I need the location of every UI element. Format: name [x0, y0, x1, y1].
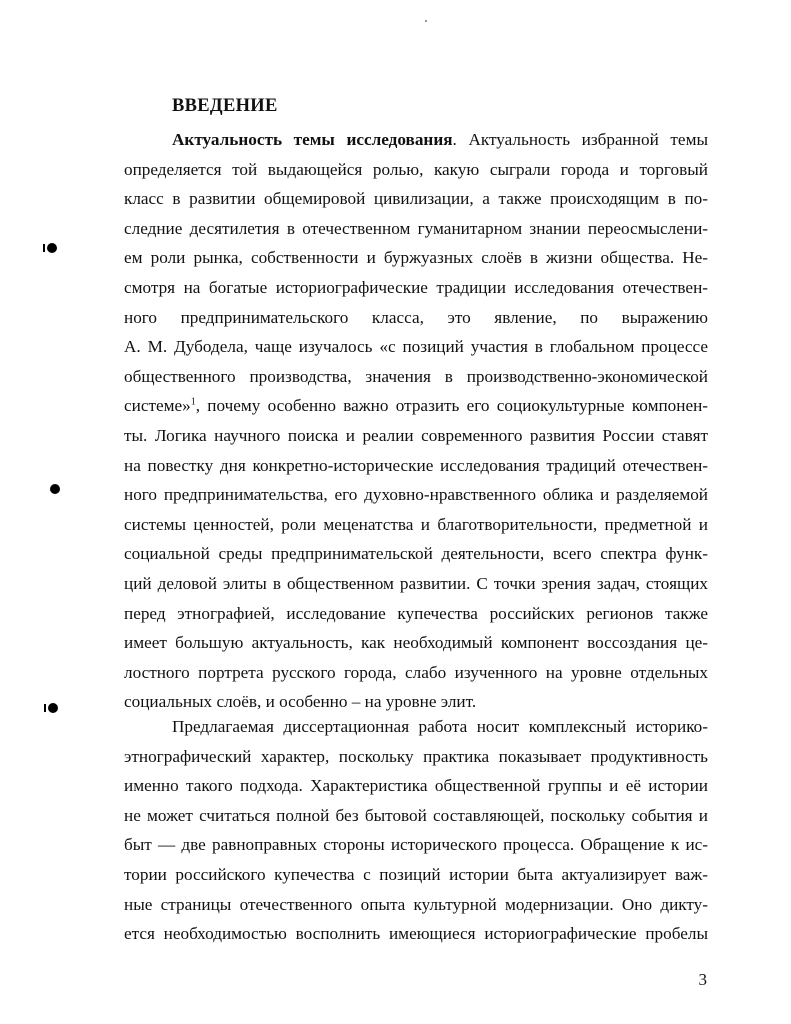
punch-hole-top [47, 243, 57, 253]
paragraph-relevance [124, 125, 708, 717]
text-line: этнографический характер, поскольку практика показывает продуктивность [124, 746, 708, 766]
scan-speck [425, 20, 427, 22]
footnote-mark: 1 [190, 396, 196, 408]
text-line: системе»$^1$, почему особенно важно отразить его социокультурные компонен- [124, 396, 708, 416]
text-line: не может считаться полной без бытовой составляющей, поскольку события и [124, 805, 708, 825]
text-line: ты. Логика научного поиска и реалии современного развития России ставят [124, 425, 708, 445]
text-line: определяется той выдающейся ролью, какую сыграли города и торговый [124, 159, 708, 179]
text-line: ного предпринимательства, его духовно-нравственного облика и разделяемой [124, 485, 708, 505]
text-line: имеет большую актуальность, как необходимый компонент воссоздания це- [124, 633, 708, 653]
bold-lead: Актуальность темы исследования [172, 130, 453, 149]
text-line: ется необходимостью восполнить имеющиеся историографические пробелы [124, 924, 708, 944]
text-line: следние десятилетия в отечественном гуманитарном знании переосмыслени- [124, 218, 708, 238]
page-number: 3 [698, 970, 707, 989]
text-line: ем роли рынка, собственности и буржуазных слоёв в жизни общества. Не- [124, 248, 708, 268]
text-line: Актуальность темы исследования. Актуальность избранной темы [172, 130, 708, 149]
text-line: класс в развитии общемировой цивилизации, а также происходящим в по- [124, 189, 708, 209]
text-line: ные страницы отечественного опыта культурной модернизации. Оно дикту- [124, 894, 708, 914]
text-line: ций деловой элиты в общественном развитии. С точки зрения задач, стоящих [124, 573, 708, 593]
punch-hole-bottom [48, 703, 58, 713]
text-line: перед этнографией, исследование купечества российских регионов также [124, 603, 708, 623]
text-line: именно такого подхода. Характеристика общественной группы и её истории [124, 776, 708, 796]
punch-hole-middle [50, 484, 60, 494]
text-line: социальных слоёв, и особенно – на уровне элит. [124, 692, 477, 712]
text-line: тории российского купечества с позиций истории быта актуализирует важ- [124, 864, 708, 884]
text-line: ного предпринимательского класса, это явление, по выражению [124, 307, 708, 327]
text-line: системы ценностей, роли меценатства и благотворительности, предметной и [124, 514, 708, 534]
text-line: быт — две равноправных стороны исторического процесса. Обращение к ис- [124, 835, 708, 855]
text-line: социальной среды предпринимательской деятельности, всего спектра функ- [124, 544, 708, 564]
text-line: лостного портрета русского города, слабо изученного на уровне отдельных [124, 662, 708, 682]
text-line: Предлагаемая диссертационная работа носит комплексный историко- [172, 717, 708, 736]
text-line: на повестку дня конкретно-исторические исследования традиций отечествен- [124, 455, 708, 475]
section-heading: ВВЕДЕНИЕ [172, 96, 278, 116]
text-line: А. М. Дубодела, чаще изучалось «с позиций участия в глобальном процессе [124, 337, 708, 357]
paragraph-approach [124, 712, 708, 949]
text-line: смотря на богатые историографические традиции исследования отечествен- [124, 277, 708, 297]
text-line: общественного производства, значения в производственно-экономической [124, 366, 708, 386]
